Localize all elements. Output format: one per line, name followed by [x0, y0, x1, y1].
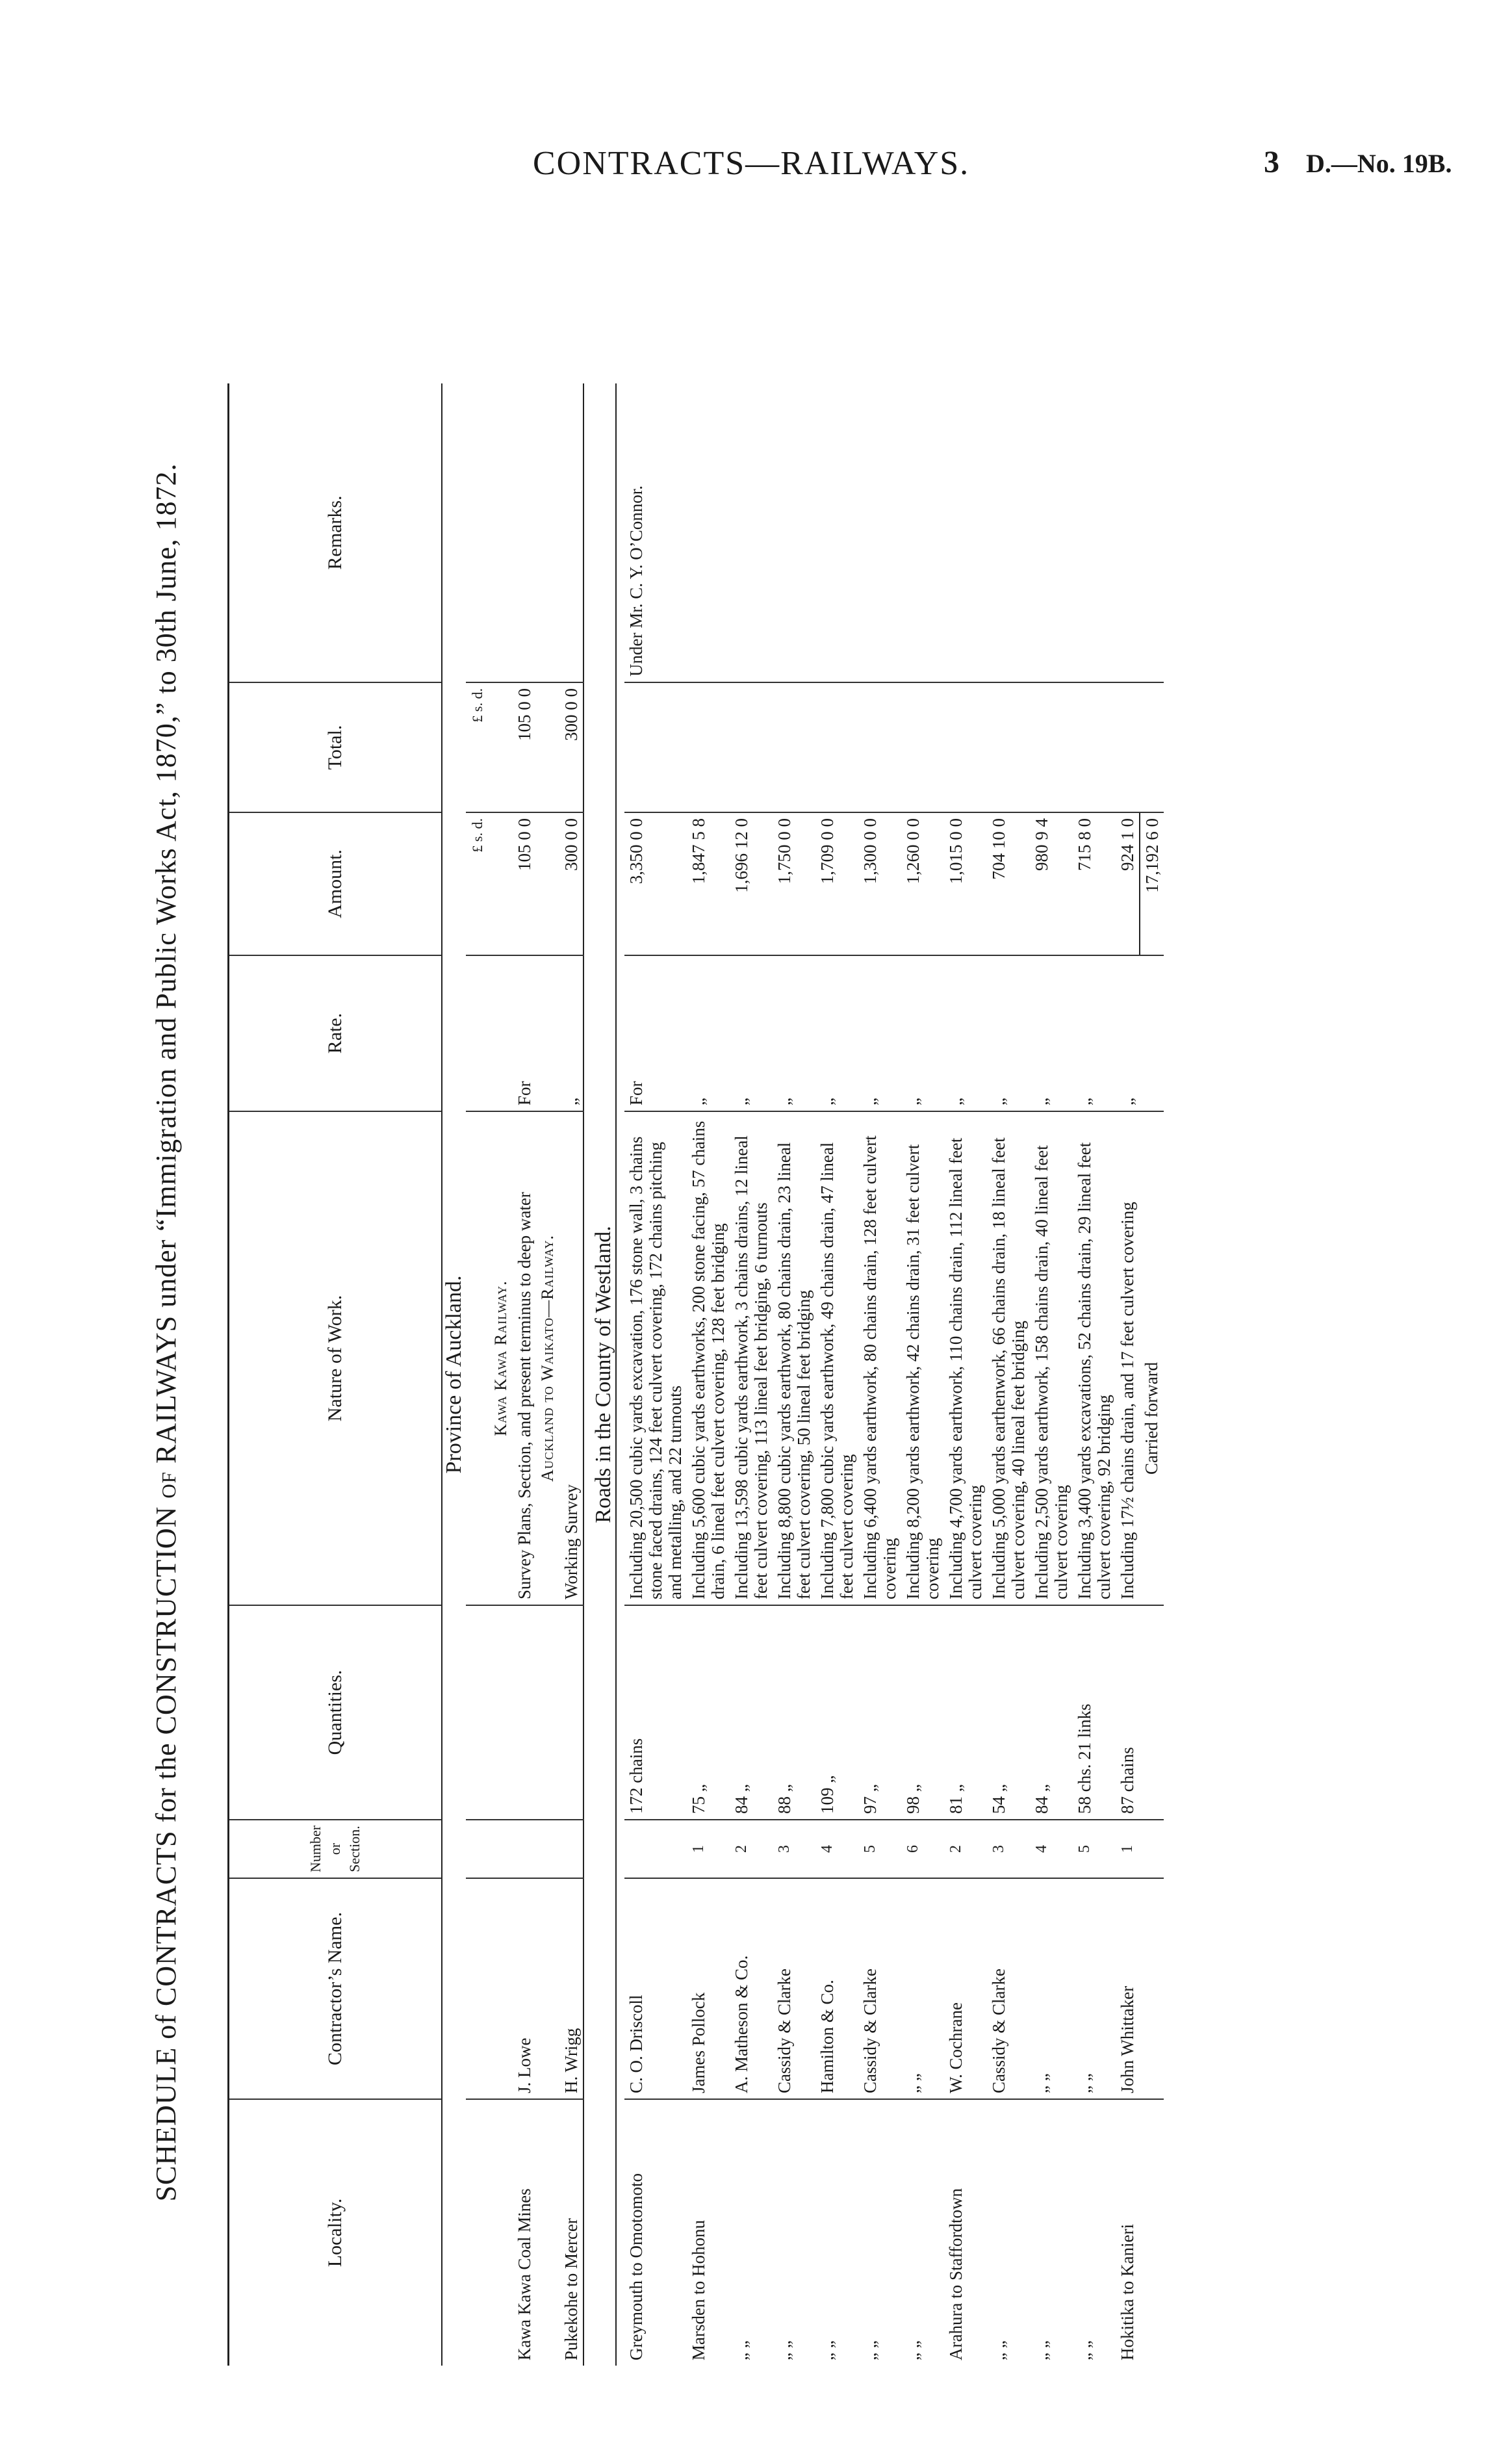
contractor-cell: Cassidy & Clarke [773, 1878, 815, 2099]
contractor-cell: Cassidy & Clarke [987, 1878, 1030, 2099]
locality-cell: Greymouth to Omotomoto [624, 2099, 687, 2366]
railway-heading: Kawa Kawa Railway. [489, 1111, 513, 1605]
total-cell: 300 0 0 [559, 682, 583, 812]
quantities-cell: 84 „ [1030, 1605, 1073, 1820]
contractor-cell: W. Cochrane [944, 1878, 987, 2099]
amount-cell: 300 0 0 [559, 812, 583, 955]
rate-cell: „ [987, 955, 1030, 1111]
contractor-cell: Hamilton & Co. [815, 1878, 858, 2099]
document-reference: D.—No. 19B. [1306, 149, 1452, 178]
total-cell: 105 0 0 [513, 682, 536, 812]
quantities-cell: 88 „ [773, 1605, 815, 1820]
amount-cell: 704 10 0 [987, 812, 1030, 955]
rate-cell: „ [1073, 955, 1116, 1111]
contractor-cell: „ „ [1073, 1878, 1116, 2099]
contractor-cell: John Whittaker [1116, 1878, 1140, 2099]
amount-cell: 1,015 0 0 [944, 812, 987, 955]
units-row [466, 383, 489, 2366]
amount-cell: 1,709 0 0 [815, 812, 858, 955]
quantities-cell: 58 chs. 21 links [1073, 1605, 1116, 1820]
locality-cell: „ „ [730, 2099, 773, 2366]
nature-cell: Including 3,400 yards excavations, 52 chains drain, 29 lineal feet culvert covering, 92 bridging [1073, 1111, 1116, 1605]
contractor-cell: H. Wrigg [559, 1878, 583, 2099]
nature-cell: Survey Plans, Section, and present terminus to deep water [513, 1111, 536, 1605]
locality-cell: „ „ [987, 2099, 1030, 2366]
number-cell: 2 [944, 1820, 987, 1878]
province-heading: Province of Auckland. [442, 1275, 466, 1474]
table-row [559, 383, 583, 2366]
nature-cell: Including 17½ chains drain, and 17 feet culvert covering [1116, 1111, 1140, 1605]
amount-cell: 924 1 0 [1116, 812, 1140, 955]
contractor-cell: James Pollock [687, 1878, 730, 2099]
table-row [987, 383, 1030, 2366]
nature-cell: Including 20,500 cubic yards excavation, 176 stone wall, 3 chains stone faced drains, 124 feet culvert covering, 172 chains pitching and metalling, and 22 turnouts [624, 1111, 687, 1605]
table-row [687, 383, 730, 2366]
nature-cell: Including 13,598 cubic yards earthwork, 3 chains drains, 12 lineal feet culvert covering, 113 lineal feet bridging, 6 turnouts [730, 1111, 773, 1605]
amount-cell: 105 0 0 [513, 812, 536, 955]
railway-heading-row [536, 383, 559, 2366]
table-row [858, 383, 901, 2366]
col-number: Number or Section. [229, 1820, 442, 1878]
col-contractor: Contractor’s Name. [229, 1878, 442, 2099]
locality-cell: Kawa Kawa Coal Mines [513, 2099, 536, 2366]
table-row [513, 383, 536, 2366]
remarks-cell [687, 383, 730, 682]
county-heading: Roads in the County of Westland. [591, 1226, 615, 1523]
number-cell: 3 [987, 1820, 1030, 1878]
number-cell [624, 1820, 687, 1878]
contractor-cell: „ „ [901, 1878, 944, 2099]
rate-cell: „ [815, 955, 858, 1111]
amount-cell: 1,847 5 8 [687, 812, 730, 955]
locality-cell: Marsden to Hohonu [687, 2099, 730, 2366]
quantities-cell [513, 1605, 536, 1820]
railway-heading-row [489, 383, 513, 2366]
number-cell: 1 [1116, 1820, 1140, 1878]
rate-cell: „ [901, 955, 944, 1111]
rate-cell: For [513, 955, 536, 1111]
road-contracts [624, 383, 1140, 2366]
contractor-cell: Cassidy & Clarke [858, 1878, 901, 2099]
rate-cell: „ [944, 955, 987, 1111]
table-row [1030, 383, 1073, 2366]
table-row [815, 383, 858, 2366]
province-row [442, 383, 466, 2366]
number-cell: 2 [730, 1820, 773, 1878]
nature-cell: Including 8,200 yards earthwork, 42 chains drain, 31 feet culvert covering [901, 1111, 944, 1605]
schedule-title: SCHEDULE of CONTRACTS for the CONSTRUCTION of RAILWAYS under “Immigration and Public Works Act, 1870,” to 30th June, 1872. [150, 463, 182, 2202]
rate-cell: „ [730, 955, 773, 1111]
contracts-table [227, 383, 1164, 2366]
county-row [592, 383, 616, 2366]
col-remarks: Remarks. [229, 383, 442, 682]
amount-cell: 980 9 4 [1030, 812, 1073, 955]
column-header-row [229, 383, 442, 2366]
contractor-cell: „ „ [1030, 1878, 1073, 2099]
amount-cell: 715 8 0 [1073, 812, 1116, 955]
quantities-cell: 84 „ [730, 1605, 773, 1820]
col-locality: Locality. [229, 2099, 442, 2366]
table-row [624, 383, 687, 2366]
number-cell: 6 [901, 1820, 944, 1878]
amount-cell: 1,260 0 0 [901, 812, 944, 955]
number-cell [513, 1820, 536, 1878]
col-amount: Amount. [229, 812, 442, 955]
rate-cell: For [624, 955, 687, 1111]
nature-cell: Including 7,800 cubic yards earthwork, 49 chains drain, 47 lineal feet culvert covering [815, 1111, 858, 1605]
locality-cell: „ „ [773, 2099, 815, 2366]
nature-cell: Including 5,600 cubic yards earthworks, 200 stone facing, 57 chains drain, 6 lineal feet culvert covering, 128 feet bridging [687, 1111, 730, 1605]
remarks-cell [901, 383, 944, 682]
nature-cell: Including 4,700 yards earthwork, 110 chains drain, 112 lineal feet culvert covering [944, 1111, 987, 1605]
rate-cell: „ [1116, 955, 1140, 1111]
amount-cell: 1,300 0 0 [858, 812, 901, 955]
nature-cell: Including 8,800 cubic yards earthwork, 80 chains drain, 23 lineal feet culvert covering, 50 lineal feet bridging [773, 1111, 815, 1605]
number-cell: 4 [815, 1820, 858, 1878]
running-title: CONTRACTS—RAILWAYS. [533, 145, 970, 182]
col-quantities: Quantities. [229, 1605, 442, 1820]
quantities-cell: 98 „ [901, 1605, 944, 1820]
col-nature: Nature of Work. [229, 1111, 442, 1605]
quantities-cell: 54 „ [987, 1605, 1030, 1820]
rotated-schedule [52, 234, 1352, 2431]
rate-cell: „ [687, 955, 730, 1111]
col-rate: Rate. [229, 955, 442, 1111]
remarks-cell [987, 383, 1030, 682]
contractor-cell: C. O. Driscoll [624, 1878, 687, 2099]
table-row [730, 383, 773, 2366]
number-cell: 4 [1030, 1820, 1073, 1878]
locality-cell: Hokitika to Kanieri [1116, 2099, 1140, 2366]
contractor-cell: A. Matheson & Co. [730, 1878, 773, 2099]
number-cell: 1 [687, 1820, 730, 1878]
rate-cell: „ [559, 955, 583, 1111]
table-row [944, 383, 987, 2366]
amount-cell: 3,350 0 0 [624, 812, 687, 955]
number-cell: 3 [773, 1820, 815, 1878]
quantities-cell: 87 chains [1116, 1605, 1140, 1820]
carried-forward-amount: 17,192 6 0 [1140, 812, 1164, 955]
amount-cell: 1,696 12 0 [730, 812, 773, 955]
nature-cell: Including 6,400 yards earthwork, 80 chains drain, 128 feet culvert covering [858, 1111, 901, 1605]
quantities-cell: 75 „ [687, 1605, 730, 1820]
page-number: 3 [1264, 145, 1279, 179]
remarks-cell [1030, 383, 1073, 682]
nature-cell: Including 2,500 yards earthwork, 158 chains drain, 40 lineal feet culvert covering [1030, 1111, 1073, 1605]
rate-cell: „ [858, 955, 901, 1111]
locality-cell: Pukekohe to Mercer [559, 2099, 583, 2366]
nature-cell: Working Survey [559, 1111, 583, 1605]
contractor-cell: J. Lowe [513, 1878, 536, 2099]
table-row [773, 383, 815, 2366]
table-row [901, 383, 944, 2366]
rate-cell: „ [1030, 955, 1073, 1111]
locality-cell: „ „ [815, 2099, 858, 2366]
number-cell [559, 1820, 583, 1878]
remarks-cell [815, 383, 858, 682]
remarks-cell [858, 383, 901, 682]
remarks-cell: Under Mr. C. Y. O’Connor. [626, 485, 646, 677]
col-total: Total. [229, 682, 442, 812]
quantities-cell [559, 1605, 583, 1820]
remarks-cell [1073, 383, 1116, 682]
locality-cell: „ „ [1073, 2099, 1116, 2366]
quantities-cell: 109 „ [815, 1605, 858, 1820]
amount-units: £ s. d. [466, 812, 489, 955]
locality-cell: „ „ [901, 2099, 944, 2366]
carried-forward-row [1140, 383, 1164, 2366]
total-units: £ s. d. [466, 682, 489, 812]
locality-cell: „ „ [858, 2099, 901, 2366]
carried-forward-label: Carried forward [1140, 1111, 1164, 1605]
rate-cell: „ [773, 955, 815, 1111]
locality-cell: „ „ [1030, 2099, 1073, 2366]
number-cell: 5 [1073, 1820, 1116, 1878]
amount-cell: 1,750 0 0 [773, 812, 815, 955]
quantities-cell: 97 „ [858, 1605, 901, 1820]
remarks-cell [730, 383, 773, 682]
locality-cell: Arahura to Staffordtown [944, 2099, 987, 2366]
nature-cell: Including 5,000 yards earthenwork, 66 chains drain, 18 lineal feet culvert covering, 40 lineal feet bridging [987, 1111, 1030, 1605]
table-row [1116, 383, 1140, 2366]
table-row [1073, 383, 1116, 2366]
quantities-cell: 81 „ [944, 1605, 987, 1820]
remarks-cell [944, 383, 987, 682]
number-cell: 5 [858, 1820, 901, 1878]
quantities-cell: 172 chains [624, 1605, 687, 1820]
remarks-cell [1116, 383, 1140, 682]
remarks-cell [773, 383, 815, 682]
railway-heading: Auckland to Waikato—Railway. [536, 1111, 559, 1605]
